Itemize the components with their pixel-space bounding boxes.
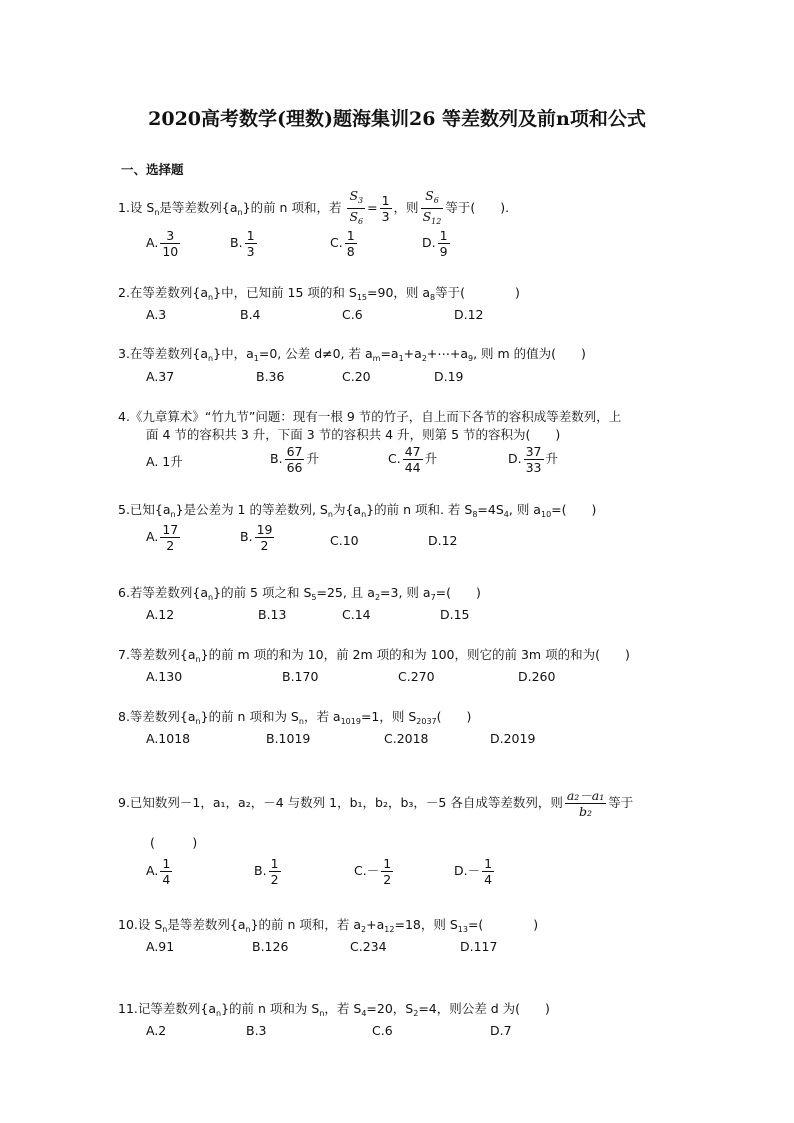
q4-option-b[interactable]: B. $\frac{67}{66}$ 升 [270,444,319,475]
fraction-a2-a1-over-b2: $\frac{\text{a₂－a₁}}{\text{b₂}}$ [566,788,605,819]
q7-option-b[interactable]: B.170 [282,669,319,684]
question-1: 1.设 $S_n$是等差数列$\{a_n\}$的前 n 项和，若 $\frac{S_3}{S_6}$ = $\frac{1}{3}$ ，则 $\frac{S_6}{S_{12}}$ 等于( ). [118,188,509,229]
q1-option-d[interactable]: D. $\frac{1}{9}$ [422,228,448,259]
q6-option-a[interactable]: A.12 [146,607,175,622]
q4-option-c[interactable]: C. $\frac{47}{44}$ 升 [388,444,438,475]
q6-option-d[interactable]: D.15 [440,607,470,622]
question-11: 11.记等差数列$\{a_n\}$的前 n 项和为 $S_n$，若 $S_4=20$，$S_2=4$，则公差 d 为( ) [118,1001,550,1018]
question-2: 2.在等差数列$\{a_n\}$中，已知前 15 项的和 $S_{15}=90$，则 $a_8$等于( ) [118,285,520,302]
q2-option-a[interactable]: A.3 [146,307,167,322]
q1-option-c[interactable]: C. $\frac{1}{8}$ [330,228,355,259]
q2-option-c[interactable]: C.6 [342,307,363,322]
q11-option-c[interactable]: C.6 [372,1023,393,1038]
q4-option-a[interactable]: A. 1升 [146,454,183,469]
q5-option-a[interactable]: A. $\frac{17}{2}$ [146,522,179,553]
fraction-s6-s12: $\frac{S_6}{S_{12}}$ [422,188,442,226]
question-3: 3.在等差数列$\{a_n\}$中，$a_1=0$, 公差 d≠0, 若 $a_m=a_1+a_2+\cdots+a_9$, 则 m 的值为( ) [118,346,586,363]
q10-option-a[interactable]: A.91 [146,939,175,954]
q5-option-d[interactable]: D.12 [428,533,458,548]
q7-option-a[interactable]: A.130 [146,669,183,684]
q2-option-b[interactable]: B.4 [240,307,261,322]
q11-option-d[interactable]: D.7 [490,1023,512,1038]
page-title: 2020高考数学(理数)题海集训26 等差数列及前n项和公式 [148,108,646,130]
question-8: 8.等差数列$\{a_n\}$的前 n 项和为 $S_n$，若 $a_{1019}=1$，则 $S_{2037}$( ) [118,709,472,726]
q3-option-d[interactable]: D.19 [434,369,464,384]
q1-option-a[interactable]: A. $\frac{3}{10}$ [146,228,179,259]
section-heading: 一、选择题 [121,162,184,177]
q3-option-b[interactable]: B.36 [256,369,285,384]
q8-option-a[interactable]: A.1018 [146,731,191,746]
q10-option-d[interactable]: D.117 [460,939,498,954]
fraction-1-3: $\frac{1}{3}$ [381,193,390,224]
q4-option-d[interactable]: D. $\frac{37}{33}$ 升 [508,444,559,475]
q11-option-b[interactable]: B.3 [246,1023,267,1038]
question-7: 7.等差数列$\{a_n\}$的前 m 项的和为 10，前 2m 项的和为 100，则它的前 3m 项的和为( ) [118,647,630,664]
q7-option-c[interactable]: C.270 [398,669,435,684]
fraction-s3-s6: $\frac{S_3}{S_6}$ [349,188,364,226]
q9-option-c[interactable]: C.－ $\frac{1}{2}$ [354,856,392,887]
q8-option-c[interactable]: C.2018 [384,731,429,746]
question-4-line-1: 4.《九章算术》“竹九节”问题：现有一根 9 节的竹子，自上而下各节的容积成等差数列，上 [118,409,622,424]
q9-option-a[interactable]: A. $\frac{1}{4}$ [146,856,171,887]
q9-option-d[interactable]: D.－ $\frac{1}{4}$ [454,856,493,887]
q6-option-b[interactable]: B.13 [258,607,287,622]
q9-blank-paren: ( ) [150,835,198,850]
question-9: 9.已知数列－1，a₁，a₂，－4 与数列 1，b₁，b₂，b₃，－5 各自成等差数列，则 $\frac{\text{a₂－a₁}}{\text{b₂}}$ 等于 [118,788,634,819]
q9-option-b[interactable]: B. $\frac{1}{2}$ [254,856,279,887]
question-10: 10.设 $S_n$是等差数列$\{a_n\}$的前 n 项和，若 $a_2+a_{12}=18$，则 $S_{13}=$( ) [118,917,539,934]
q3-option-a[interactable]: A.37 [146,369,175,384]
q1-option-b[interactable]: B. $\frac{1}{3}$ [230,228,255,259]
q3-option-c[interactable]: C.20 [342,369,371,384]
question-5: 5.已知$\{a_n\}$是公差为 1 的等差数列, $S_n$为$\{a_n\}$的前 n 项和. 若 $S_8=4S_4$, 则 $a_{10}=$( ) [118,502,597,519]
question-6: 6.若等差数列$\{a_n\}$的前 5 项之和 $S_5=25$, 且 $a_2=3$, 则 $a_7=$( ) [118,585,481,602]
q2-option-d[interactable]: D.12 [454,307,484,322]
question-4-line-2: 面 4 节的容积共 3 升，下面 3 节的容积共 4 升，则第 5 节的容积为( ) [146,427,561,442]
q10-option-c[interactable]: C.234 [350,939,387,954]
q8-option-d[interactable]: D.2019 [490,731,536,746]
q8-option-b[interactable]: B.1019 [266,731,311,746]
q5-option-c[interactable]: C.10 [330,533,359,548]
q11-option-a[interactable]: A.2 [146,1023,167,1038]
q6-option-c[interactable]: C.14 [342,607,371,622]
q5-option-b[interactable]: B. $\frac{19}{2}$ [240,522,273,553]
q7-option-d[interactable]: D.260 [518,669,556,684]
q10-option-b[interactable]: B.126 [252,939,289,954]
